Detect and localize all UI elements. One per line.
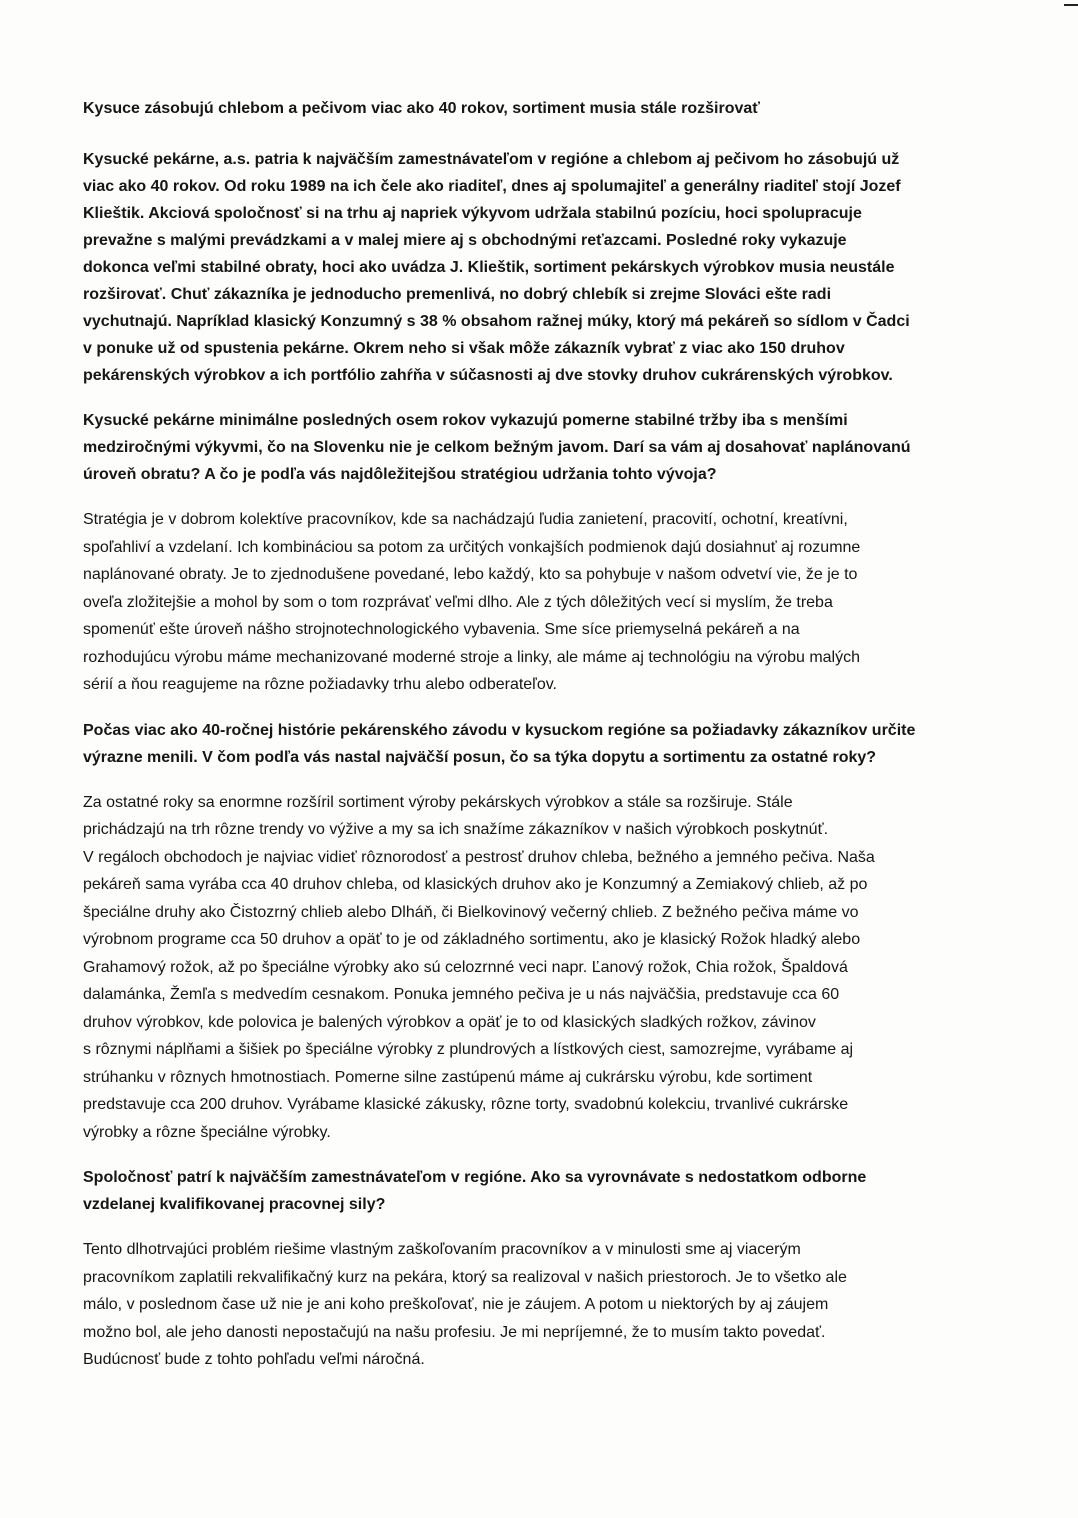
text-line: pekáreň sama vyrába cca 40 druhov chleba, od klasických druhov ako je Konzumný a Zemiakový chlieb, až po [83,876,868,893]
text-line: málo, v poslednom čase už nie je ani koho preškoľovať, nie je záujem. A potom u niektorých by aj záujem [83,1296,829,1313]
text-line: naplánované obraty. Je to zjednodušene povedané, lebo každý, kto sa pohybuje v našom odvetví vie, že je to [83,566,858,583]
text-line: dalamánka, Žemľa s medvedím cesnakom. Ponuka jemného pečiva je u nás najväčšia, predstavuje cca 60 [83,986,840,1003]
text-line: spomenúť ešte úroveň nášho strojnotechnologického vybavenia. Sme síce priemyselná pekáreň a na [83,621,800,638]
text-line: Za ostatné roky sa enormne rozšíril sortiment výroby pekárskych výrobkov a stále sa rozširuje. Stále [83,793,793,811]
text-line: Klieštik. Akciová spoločnosť si na trhu aj napriek výkyvom udržala stabilnú pozíciu, hoci spolupracuje [83,205,862,222]
text-line: Grahamový rožok, až po špeciálne výrobky ako sú celozrnné veci napr. Ľanový rožok, Chia rožok, Špaldová [83,958,848,976]
text-line: rozhodujúcu výrobu máme mechanizované moderné stroje a linky, ale máme aj technológiu na výrobu malých [83,648,860,666]
text-line: Stratégia je v dobrom kolektíve pracovníkov, kde sa nachádzajú ľudia zanietení, pracovití, ochotní, kreatívni, [83,511,848,528]
text-line: vychutnajú. Napríklad klasický Konzumný s 38 % obsahom ražnej múky, ktorý má pekáreň so sídlom v Čadci [83,313,910,330]
text-line: V regáloch obchodoch je najviac vidieť rôznorodosť a pestrosť druhov chleba, bežného a jemného pečiva. Naša [83,848,875,866]
answer-paragraph [83,1236,988,1374]
text-line: sérií a ňou reagujeme na rôzne požiadavky trhu alebo odberateľov. [83,676,557,693]
text-line: Budúcnosť bude z tohto pohľadu veľmi náročná. [83,1351,425,1368]
text-line: druhov výrobkov, kde polovica je balených výrobkov a opäť je to od klasických sladkých rožkov, závinov [83,1013,816,1031]
text-line: úroveň obratu? A čo je podľa vás najdôležitejšou stratégiou udržania tohto vývoja? [83,466,717,483]
text-line: predstavuje cca 200 druhov. Vyrábame klasické zákusky, rôzne torty, svadobnú kolekciu, trvanlivé cukrárske [83,1096,849,1113]
document-title: Kysuce zásobujú chlebom a pečivom viac ako 40 rokov, sortiment musia stále rozširovať [83,100,760,117]
text-line: viac ako 40 rokov. Od roku 1989 na ich čele ako riaditeľ, dnes aj spolumajiteľ a generálny riaditeľ stojí Jozef [83,178,901,195]
text-line: výrobky a rôzne špeciálne výrobky. [83,1123,331,1141]
text-line: prevažne s malými prevádzkami a v malej miere aj s obchodnými reťazcami. Posledné roky vykazuje [83,232,847,249]
text-line: dokonca veľmi stabilné obraty, hoci ako uvádza J. Klieštik, sortiment pekárskych výrobkov musia neustále [83,259,895,276]
document-content [83,96,988,1392]
question-paragraph [83,407,988,488]
question-paragraph [83,717,988,771]
text-line: strúhanku v rôznych hmotnostiach. Pomerne silne zastúpenú máme aj cukrársku výrobu, kde sortiment [83,1068,813,1086]
text-line: s rôznymi náplňami a šišiek po špeciálne výrobky z plundrových a lístkových ciest, samozrejme, vyrábame aj [83,1041,854,1058]
text-line: výrazne menili. V čom podľa vás nastal najväčší posun, čo sa týka dopytu a sortimentu za ostatné roky? [83,748,877,766]
text-line: špeciálne druhy ako Čistozrný chlieb alebo Dlháň, či Bielkovinový večerný chlieb. Z bežného pečiva máme vo [83,903,859,921]
text-line: Kysucké pekárne, a.s. patria k najväčším zamestnávateľom v regióne a chlebom aj pečivom ho zásobujú už [83,151,900,168]
text-line: oveľa zložitejšie a mohol by som o tom rozprávať veľmi dlho. Ale z tých dôležitých vecí si myslím, že treba [83,593,833,611]
text-line: Spoločnosť patrí k najväčším zamestnávateľom v regióne. Ako sa vyrovnávate s nedostatkom odborne [83,1169,867,1186]
answer-paragraph [83,789,988,1147]
text-line: spoľahliví a vzdelaní. Ich kombináciou sa potom za určitých vonkajších podmienok dajú dosiahnuť aj rozumne [83,538,861,556]
question-paragraph [83,146,988,389]
text-line: pracovníkom zaplatili rekvalifikačný kurz na pekára, ktorý sa realizoval v našich priestoroch. Je to všetko ale [83,1268,847,1286]
text-line: pekárenských výrobkov a ich portfólio zahŕňa v súčasnosti aj dve stovky druhov cukrárenských výrobkov. [83,367,893,384]
text-line: možno bol, ale jeho danosti nepostačujú na našu profesiu. Je mi nepríjemné, že to musím takto povedať. [83,1323,826,1341]
text-line: medziročnými výkyvmi, čo na Slovenku nie je celkom bežným javom. Darí sa vám aj dosahovať naplánovanú [83,439,911,456]
text-line: Počas viac ako 40-ročnej histórie pekárenského závodu v kysuckom regióne sa požiadavky zákazníkov určite [83,721,916,739]
text-line: prichádzajú na trh rôzne trendy vo výžive a my sa ich snažíme zákazníkov v našich výrobkoch poskytnúť. [83,821,829,838]
text-line: výrobnom programe cca 50 druhov a opäť to je od základného sortimentu, ako je klasický Rožok hladký alebo [83,931,861,948]
question-paragraph [83,1164,988,1218]
text-line: rozširovať. Chuť zákazníka je jednoducho premenlivá, no dobrý chlebík si zrejme Slováci ešte radi [83,286,832,303]
text-line: Tento dlhotrvajúci problém riešime vlastným zaškoľovaním pracovníkov a v minulosti sme aj viacerým [83,1241,801,1258]
answer-paragraph [83,506,988,699]
text-line: v ponuke už od spustenia pekárne. Okrem neho si však môže zákazník vybrať z viac ako 150 druhov [83,340,845,357]
text-line: Kysucké pekárne minimálne posledných osem rokov vykazujú pomerne stabilné tržby iba s menšími [83,412,848,429]
document-body [83,146,988,1374]
scan-edge-mark [1064,4,1078,6]
text-line: vzdelanej kvalifikovanej pracovnej sily? [83,1196,386,1213]
